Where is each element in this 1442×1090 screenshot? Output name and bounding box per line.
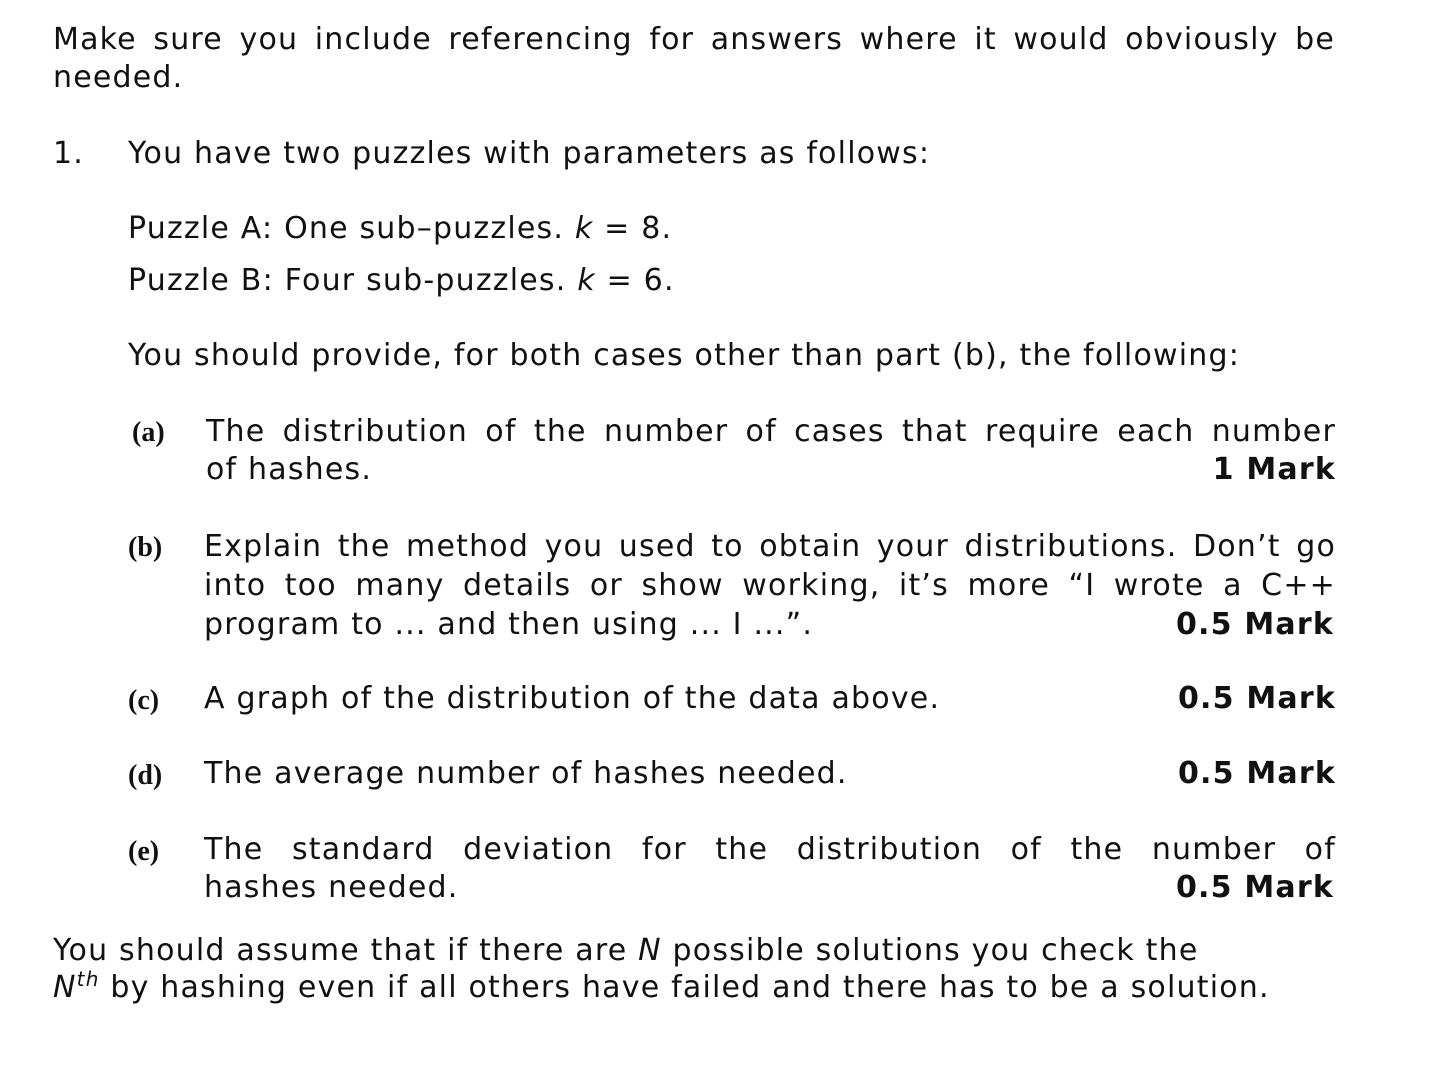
footer-line-1-pre: You should assume that if there are [53,933,628,968]
puzzle-a-label: Puzzle A: [128,211,274,246]
puzzle-b-label: Puzzle B: [128,263,274,298]
instruction-text: You should provide, for both cases other than part (b), the following: [128,338,1241,373]
part-b-line-2: into too many details or show working, it’s more “I wrote a C++ [204,568,1336,603]
part-a-line-2: of hashes. [206,452,373,487]
part-a-label: (a) [132,417,165,448]
part-a-mark: 1 Mark [1212,452,1336,487]
footer-line-2-var: N [53,970,77,1005]
part-e-label: (e) [128,836,160,867]
question-text: You have two puzzles with parameters as follows: [128,136,931,171]
part-c-line-1: A graph of the distribution of the data above. [204,681,941,716]
intro-line-1: Make sure you include referencing for answers where it would obviously be [53,22,1335,57]
part-b-mark: 0.5 Mark [1175,607,1334,642]
part-a-line-1: The distribution of the number of cases that require each number [206,414,1336,449]
puzzle-a-description: One sub–puzzles. [284,211,565,246]
footer-line-2-post: by hashing even if all others have failed and there has to be a solution. [110,970,1270,1005]
puzzle-a-k-symbol: k [574,211,594,246]
puzzle-b [128,262,675,300]
part-c-mark: 0.5 Mark [1177,681,1336,716]
part-e-mark: 0.5 Mark [1175,870,1334,905]
part-b-label: (b) [128,532,163,563]
puzzle-a-k-value: = 8. [604,211,673,246]
footer-line-2 [53,969,1270,1007]
footer-line-2-sup: th [76,967,100,991]
puzzle-b-k-value: = 6. [606,263,675,298]
part-d-label: (d) [128,760,163,791]
part-d-mark: 0.5 Mark [1177,756,1336,791]
footer-line-1 [53,932,1199,970]
part-e-line-2: hashes needed. [204,870,459,905]
footer-line-1-var: N [638,933,662,968]
part-b-line-1: Explain the method you used to obtain your distributions. Don’t go [204,529,1336,564]
part-d-line-1: The average number of hashes needed. [204,756,848,791]
part-c-label: (c) [128,685,160,716]
intro-line-2: needed. [53,60,184,95]
part-b-line-3: program to ... and then using ... I ...”. [204,607,814,642]
puzzle-b-description: Four sub-puzzles. [284,263,567,298]
part-e-line-1: The standard deviation for the distribution of the number of [204,832,1336,867]
footer-line-1-post: possible solutions you check the [672,933,1199,968]
puzzle-a [128,210,672,248]
puzzle-b-k-symbol: k [577,263,596,298]
question-number: 1. [53,136,85,171]
